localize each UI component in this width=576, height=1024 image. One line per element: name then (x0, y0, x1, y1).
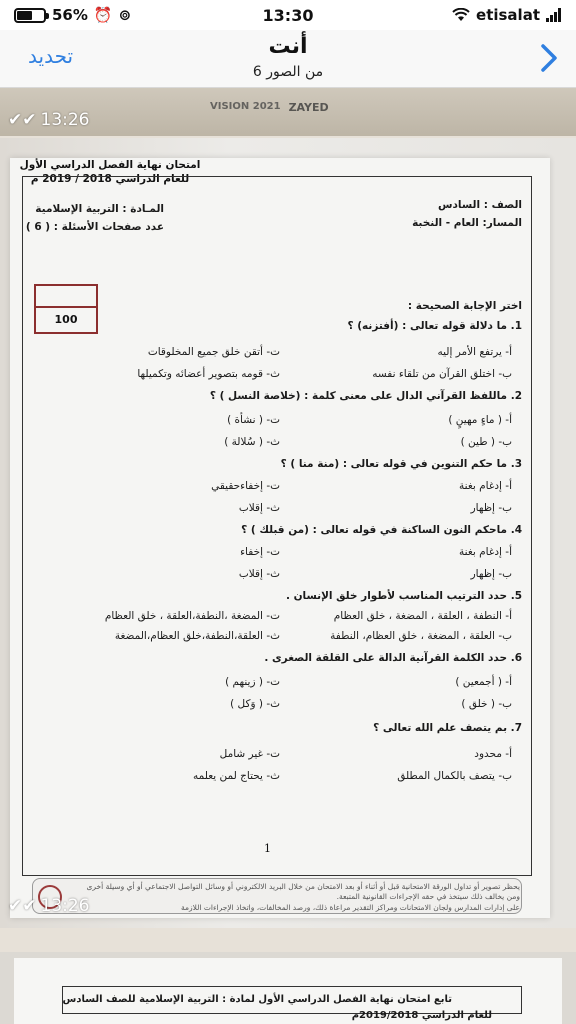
q4-option-b: ب- إظهار (470, 568, 512, 580)
chat-area[interactable] (0, 88, 576, 1024)
track-label: المسار: العام - النخبة (412, 217, 522, 229)
score-box (34, 284, 98, 334)
page-title: أنت (268, 34, 308, 59)
q4-option-c: ت- إخفاء (240, 546, 280, 558)
question-5: 5. حدد الترتيب المناسب لأطوار خلق الإنسان . (285, 590, 522, 602)
status-left (14, 6, 131, 24)
q2-option-b: ب- ( طين ) (460, 436, 512, 448)
image-message-top[interactable] (0, 88, 576, 136)
vision-logo: VISION 2021 (210, 101, 281, 112)
score-value: 100 (54, 313, 78, 326)
wifi-icon (452, 8, 470, 22)
instruction: اختر الإجابة الصحيحة : (407, 300, 522, 312)
q5-option-a: أ- النطفة ، العلقة ، المضغة ، خلق العظام (333, 610, 512, 622)
q3-option-a: أ- إدغام بغنة (459, 480, 512, 492)
timestamp-text: 13:26 (40, 110, 90, 130)
q2-option-a: أ- ( ماءٍ مهينٍ ) (448, 414, 512, 426)
q5-option-b: ب- العلقة ، المضغة ، خلق العظام، النطفة (330, 630, 512, 642)
question-3: 3. ما حكم التنوين في قوله تعالى : (منة منا ) ؟ (280, 458, 522, 470)
photo-count: 6 من الصور (252, 64, 324, 80)
page-number: 1 (264, 842, 271, 855)
timestamp-text: 13:26 (40, 896, 90, 916)
q7-option-c: ت- غير شامل (219, 748, 280, 760)
score-blank (36, 286, 96, 308)
q3-option-c: ت- إخفاءحقيقي (211, 480, 280, 492)
q1-option-c: ت- أتقن خلق جميع المخلوقات (147, 346, 280, 358)
carrier-name: etisalat (476, 6, 540, 24)
q4-option-d: ث- إقلاب (238, 568, 280, 580)
q6-option-a: أ- ( أجمعين ) (455, 676, 512, 688)
exam-header-left (24, 200, 164, 236)
q5-option-d: ث- العلقة،النطفة،خلق العظام،المضغة (114, 630, 280, 642)
double-check-icon: ✔✔ (8, 110, 37, 130)
q1-option-a: أ- يرتفع الأمر إليه (437, 346, 512, 358)
q3-option-d: ث- إقلاب (238, 502, 280, 514)
exam-header-right (412, 196, 522, 232)
exam-2-year: للعام الدراسي 2019/2018م (351, 1010, 492, 1021)
exam-paper-2 (14, 958, 562, 1024)
q3-option-b: ب- إظهار (470, 502, 512, 514)
q4-option-a: أ- إدغام بغنة (459, 546, 512, 558)
grade-label: الصف : السادس (438, 199, 522, 211)
message-timestamp (8, 110, 90, 130)
chevron-right-icon[interactable] (538, 42, 560, 74)
q1-option-d: ث- قومه بتصوير أعضائه وتكميلها (137, 368, 280, 380)
nav-bar (0, 30, 576, 88)
status-right (452, 6, 562, 24)
image-message-exam-page-2[interactable] (0, 952, 576, 1024)
exam-paper (10, 158, 550, 918)
battery-icon (14, 8, 46, 23)
image-message-exam[interactable] (0, 138, 576, 928)
battery-percent: 56% (52, 6, 88, 24)
question-6: 6. حدد الكلمة القرآنية الدالة على القلقة الصغرى . (264, 652, 522, 664)
subject-label: المـادة : التربية الإسلامية (35, 203, 164, 215)
footer-line-3: على إدارات المدارس ولجان الامتحانات ومراكز التقدير مراعاة ذلك، ورصد المخالفات، واتخاذ الإجراءات اللازمة (180, 903, 520, 912)
q6-option-b: ب- ( خلق ) (461, 698, 512, 710)
select-button[interactable]: تحديد (28, 44, 74, 68)
q1-option-b: ب- اختلق القرآن من تلقاء نفسه (372, 368, 512, 380)
q7-option-a: أ- محدود (474, 748, 512, 760)
q2-option-d: ث- ( سُلالة ) (224, 436, 280, 448)
question-4: 4. ماحكم النون الساكنة في قوله تعالى : (من قبلك ) ؟ (241, 524, 522, 536)
status-time: 13:30 (262, 5, 314, 25)
q5-option-c: ت- المضغة ،النطفة،العلقة ، خلق العظام (104, 610, 280, 622)
footer-line-1: يحظر تصوير أو تداول الورقة الامتحانية قبل أو أثناء أو بعد الامتحان من خلال البريد الالكتروني أو وسائل التواصل الاجتماعي أو أي وسيلة أخرى (86, 882, 520, 891)
double-check-icon: ✔✔ (8, 896, 37, 916)
status-bar (0, 0, 576, 30)
q6-option-c: ت- ( زينهم ) (225, 676, 280, 688)
footer-line-2: ومن يخالف ذلك سيتخذ في حقه الإجراءات القانونية المتبعة. (336, 892, 520, 901)
signal-icon (546, 8, 562, 22)
q7-option-d: ث- يحتاج لمن يعلمه (193, 770, 280, 782)
exam-2-title: تابع امتحان نهاية الفصل الدراسي الأول لمادة : التربية الإسلامية للصف السادس (62, 994, 452, 1005)
q2-option-c: ت- ( نشأة ) (227, 414, 280, 426)
question-1: 1. ما دلالة قوله تعالى : (أفتزنه) ؟ (347, 320, 522, 332)
lock-rotation-icon: ⊚ (118, 6, 132, 24)
question-2: 2. ماللفظ القرآني الدال على معنى كلمة : (خلاصة النسل ) ؟ (209, 390, 522, 402)
exam-title: امتحان نهاية الفصل الدراسي الأول (19, 159, 201, 171)
q7-option-b: ب- يتصف بالكمال المطلق (397, 770, 512, 782)
pages-count-label: عدد صفحات الأسئلة : ( 6 ) (25, 221, 164, 233)
message-timestamp (8, 896, 90, 916)
vision-banner (210, 88, 430, 126)
battery-fill (17, 11, 32, 20)
question-7: 7. بم يتصف علم الله تعالى ؟ (373, 722, 522, 734)
alarm-icon: ⏰ (93, 6, 113, 24)
exam-year: للعام الدراسي 2018 / 2019 م (30, 173, 190, 185)
zayed-logo: ZAYED (288, 100, 329, 114)
q6-option-d: ث- ( وَكل ) (230, 698, 280, 710)
